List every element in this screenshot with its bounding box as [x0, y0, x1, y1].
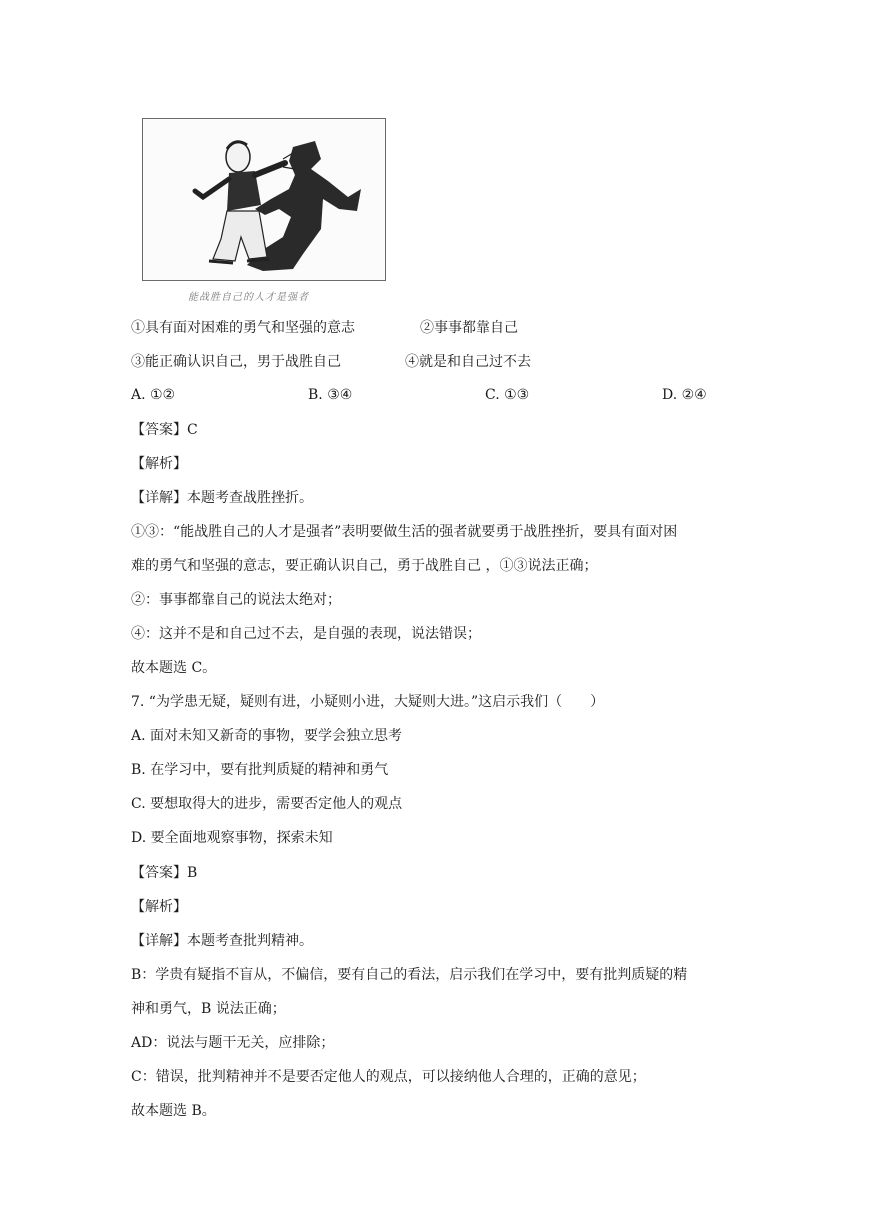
cartoon-man-fighting-shadow-image: [143, 119, 384, 279]
q6-explanation-1: ①③：“能战胜自己的人才是强者”表明要做生活的强者就要勇于战胜挫折，要具有面对困: [131, 524, 678, 540]
q6-answer: 【答案】C: [131, 422, 198, 438]
q7-answer: 【答案】B: [131, 865, 198, 881]
q6-statement-2: ②事事都靠自己: [420, 320, 518, 336]
q6-option-d: D. ②④: [662, 387, 707, 403]
q6-explanation-4: ④：这并不是和自己过不去，是自强的表现，说法错误；: [131, 626, 481, 642]
q6-option-b: B. ③④: [308, 387, 353, 403]
q7-analysis-heading: 【解析】: [131, 899, 187, 915]
q7-question: 7. “为学患无疑，疑则有进，小疑则小进，大疑则大进。”这启示我们（ ）: [131, 694, 605, 710]
q7-explanation-4: C：错误，批判精神并不是要否定他人的观点，可以接纳他人合理的，正确的意见；: [131, 1069, 646, 1085]
q6-statement-4: ④就是和自己过不去: [405, 354, 531, 370]
figure-caption: 能战胜自己的人才是强者: [188, 292, 309, 303]
q6-analysis-heading: 【解析】: [131, 456, 187, 472]
q6-statement-1: ①具有面对困难的勇气和坚强的意志: [131, 320, 355, 336]
q7-option-b: B. 在学习中，要有批判质疑的精神和勇气: [131, 762, 389, 778]
q7-explanation-1: B：学贵有疑指不盲从，不偏信，要有自己的看法，启示我们在学习中，要有批判质疑的精: [131, 967, 688, 983]
q7-explanation-2: 神和勇气，B 说法正确；: [131, 1001, 286, 1017]
q6-option-c: C. ①③: [485, 387, 530, 403]
q7-option-d: D. 要全面地观察事物，探索未知: [131, 830, 333, 846]
q6-option-a: A. ①②: [131, 387, 176, 403]
cartoon-illustration: [142, 118, 386, 281]
q7-conclusion: 故本题选 B。: [131, 1103, 216, 1119]
q6-detail: 【详解】本题考查战胜挫折。: [131, 490, 313, 506]
q7-option-c: C. 要想取得大的进步，需要否定他人的观点: [131, 796, 403, 812]
q7-explanation-3: AD：说法与题干无关，应排除；: [131, 1035, 335, 1051]
q6-conclusion: 故本题选 C。: [131, 660, 217, 676]
q6-statement-3: ③能正确认识自己，男于战胜自己: [131, 354, 341, 370]
q6-explanation-2: 难的勇气和坚强的意志，要正确认识自己，勇于战胜自己 ，①③说法正确；: [131, 558, 598, 574]
q7-detail: 【详解】本题考查批判精神。: [131, 933, 313, 949]
q7-option-a: A. 面对未知又新奇的事物，要学会独立思考: [131, 728, 403, 744]
q6-explanation-3: ②：事事都靠自己的说法太绝对；: [131, 592, 341, 608]
